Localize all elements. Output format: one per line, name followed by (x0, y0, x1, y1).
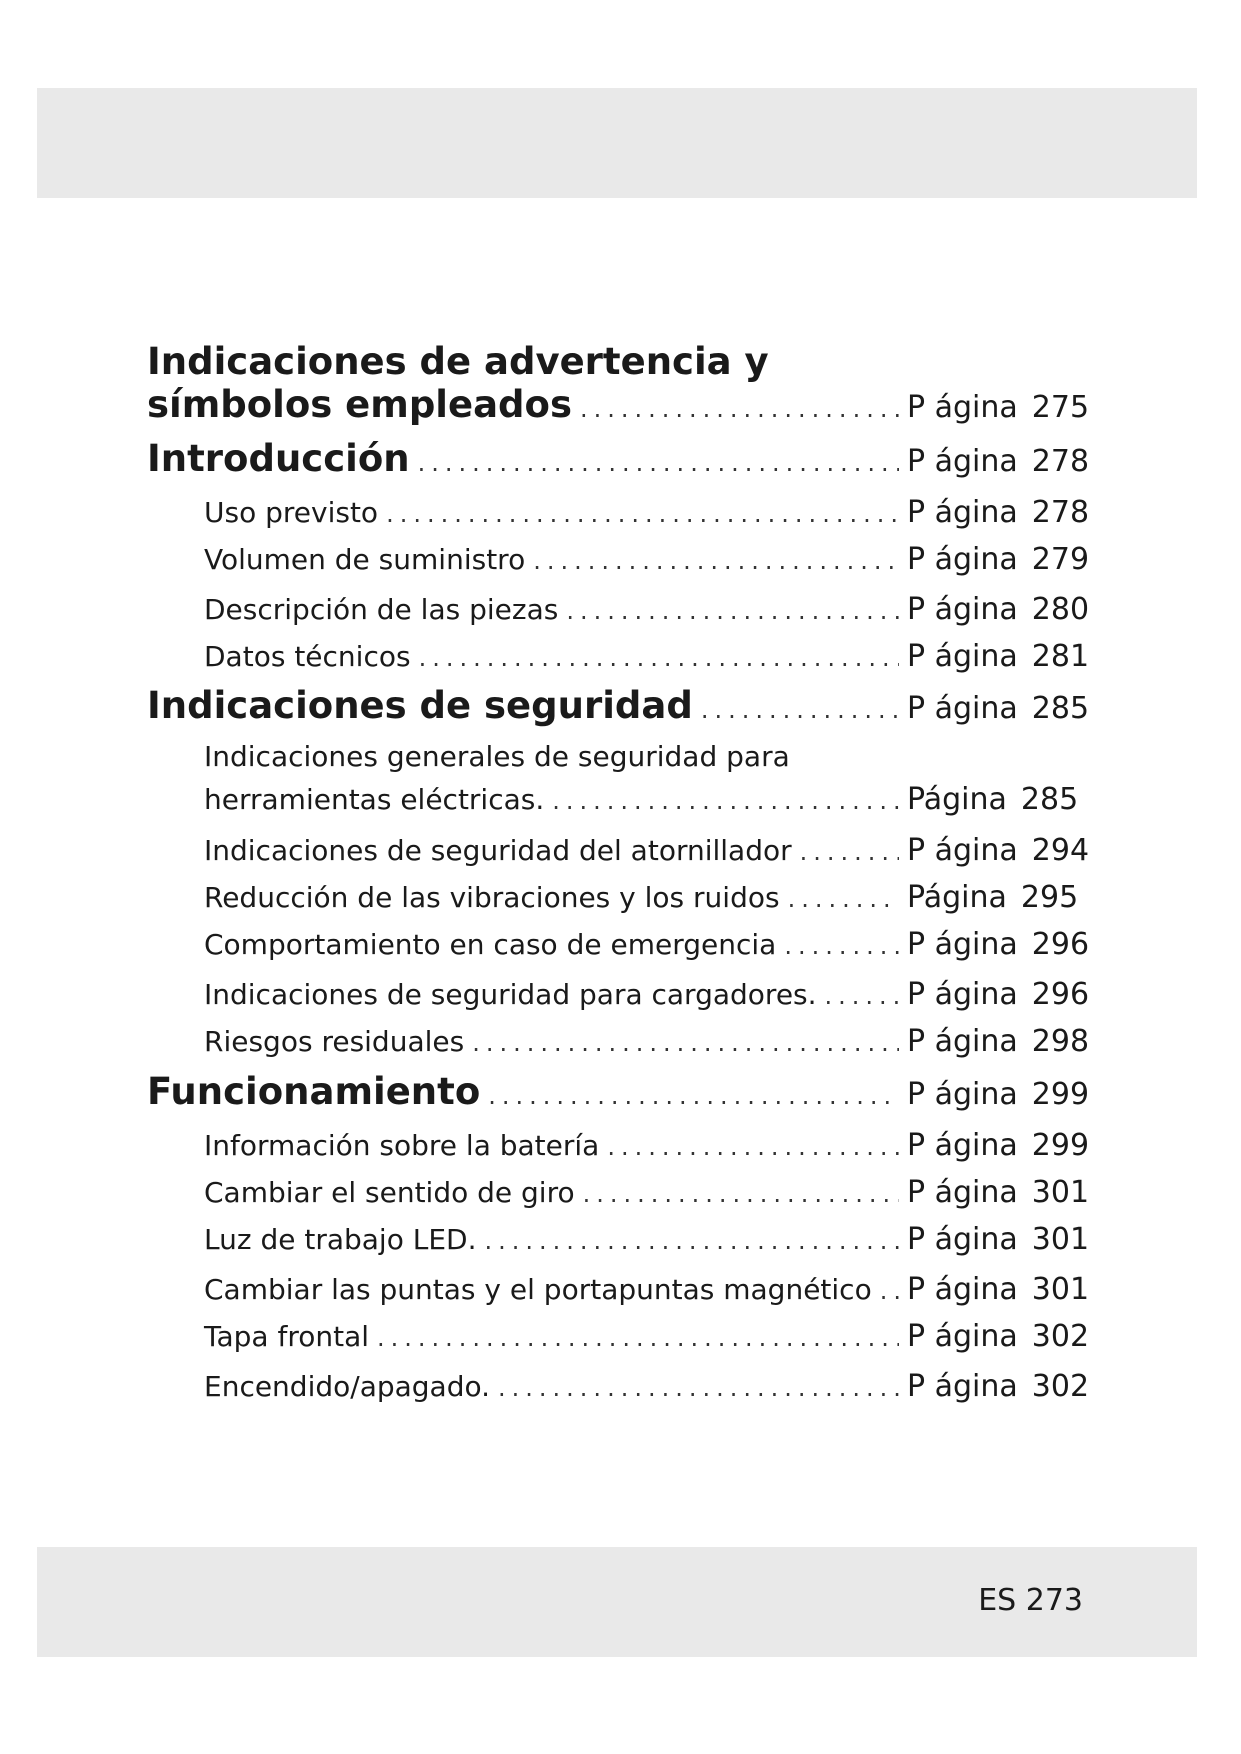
leader-dots (583, 1180, 899, 1208)
toc-page-ref: P ágina 285 (907, 691, 1090, 726)
leader-dots (788, 885, 899, 913)
toc-page-number: 296 (1031, 927, 1090, 962)
toc-page-number: 281 (1031, 639, 1090, 674)
toc-label: Tapa frontal (204, 1320, 370, 1353)
leader-dots (607, 1133, 899, 1161)
toc-entry[interactable] (147, 880, 1097, 915)
leader-dots (701, 696, 899, 724)
toc-label: herramientas eléctricas. (204, 783, 545, 816)
toc-page-ref: P ágina 301 (907, 1272, 1090, 1307)
toc-page-ref: P ágina 301 (907, 1175, 1090, 1210)
toc-entry[interactable] (147, 1319, 1097, 1354)
toc-entry[interactable] (147, 1222, 1097, 1257)
toc-entry-line1 (147, 740, 1097, 773)
leader-dots (472, 1029, 899, 1057)
toc-page-number: 280 (1031, 592, 1090, 627)
toc-page-number: 301 (1031, 1175, 1090, 1210)
toc-label: Datos técnicos (204, 640, 411, 673)
toc-label: Descripción de las piezas (204, 593, 559, 626)
toc-entry[interactable] (147, 495, 1097, 530)
leader-dots (880, 1277, 899, 1305)
leader-dots (485, 1227, 900, 1255)
toc-page-number: 285 (1020, 782, 1079, 817)
leader-dots (800, 838, 899, 866)
toc-label: Encendido/apagado. (204, 1370, 491, 1403)
toc-page-number: 302 (1031, 1369, 1090, 1404)
toc-label: Indicaciones de seguridad para cargadores. (204, 978, 817, 1011)
toc-label: Uso previsto (204, 496, 379, 529)
toc-entry[interactable] (147, 383, 1097, 426)
toc-page-number: 279 (1031, 542, 1090, 577)
toc-page-number: 285 (1031, 691, 1090, 726)
toc-entry[interactable] (147, 927, 1097, 962)
toc-label: Riesgos residuales (204, 1025, 465, 1058)
leader-dots (533, 547, 899, 575)
toc-page-ref: P ágina 278 (907, 444, 1090, 479)
toc-page-number: 298 (1031, 1024, 1090, 1059)
toc-entry[interactable] (147, 684, 1097, 727)
toc-label: Cambiar las puntas y el portapuntas magnético (204, 1273, 872, 1306)
toc-entry[interactable] (147, 542, 1097, 577)
toc-page-ref: P ágina 299 (907, 1077, 1090, 1112)
toc-label: Indicaciones de seguridad del atornillador (204, 834, 792, 867)
toc-entry[interactable] (147, 1024, 1097, 1059)
toc-entry[interactable] (147, 833, 1097, 868)
toc-page-number: 278 (1031, 444, 1090, 479)
toc-page-number: 294 (1031, 833, 1090, 868)
toc-entry[interactable] (147, 1369, 1097, 1404)
toc-page-ref: P ágina 280 (907, 592, 1090, 627)
toc-entry[interactable] (147, 1272, 1097, 1307)
toc-page-ref: Página 285 (907, 782, 1079, 817)
toc-entry[interactable] (147, 1128, 1097, 1163)
toc-entry[interactable] (147, 977, 1097, 1012)
toc-entry[interactable] (147, 639, 1097, 674)
leader-dots (386, 500, 899, 528)
toc-page-ref: P ágina 296 (907, 977, 1090, 1012)
toc-page-ref: P ágina 302 (907, 1319, 1090, 1354)
leader-dots (566, 597, 899, 625)
toc-page-ref: P ágina 299 (907, 1128, 1090, 1163)
toc-entry[interactable] (147, 1070, 1097, 1113)
toc-label: Comportamiento en caso de emergencia (204, 928, 777, 961)
toc-page-ref: Página 295 (907, 880, 1079, 915)
toc-page-number: 275 (1031, 390, 1090, 425)
toc-entry[interactable] (147, 1175, 1097, 1210)
toc-label: Indicaciones generales de seguridad para (204, 740, 790, 773)
leader-dots (580, 395, 899, 423)
toc-page-ref: P ágina 296 (907, 927, 1090, 962)
page-footer-number: ES 273 (978, 1583, 1083, 1618)
toc-page-number: 278 (1031, 495, 1090, 530)
toc-page-number: 295 (1020, 880, 1079, 915)
toc-label: Indicaciones de seguridad (147, 684, 693, 727)
toc-page-ref: P ágina 279 (907, 542, 1090, 577)
toc-page-number: 299 (1031, 1077, 1090, 1112)
toc-label: Volumen de suministro (204, 543, 526, 576)
toc-entry[interactable] (147, 437, 1097, 480)
toc-page-ref: P ágina 281 (907, 639, 1090, 674)
toc-page-number: 299 (1031, 1128, 1090, 1163)
toc-page-number: 301 (1031, 1222, 1090, 1257)
toc-entry[interactable] (147, 592, 1097, 627)
toc-label: Luz de trabajo LED. (204, 1223, 477, 1256)
toc-page-number: 302 (1031, 1319, 1090, 1354)
header-band (37, 88, 1197, 198)
leader-dots (498, 1374, 899, 1402)
toc-label: Funcionamiento (147, 1070, 481, 1113)
toc-page-number: 301 (1031, 1272, 1090, 1307)
toc-page-number: 296 (1031, 977, 1090, 1012)
leader-dots (418, 449, 899, 477)
toc-page-ref: P ágina 294 (907, 833, 1090, 868)
toc-entry[interactable] (147, 782, 1097, 817)
leader-dots (419, 644, 899, 672)
toc-label: Información sobre la batería (204, 1129, 600, 1162)
toc-page-ref: P ágina 278 (907, 495, 1090, 530)
leader-dots (825, 982, 899, 1010)
toc-page-ref: P ágina 302 (907, 1369, 1090, 1404)
toc-label: Reducción de las vibraciones y los ruidos (204, 881, 780, 914)
toc-page-ref: P ágina 275 (907, 390, 1090, 425)
toc-page-ref: P ágina 301 (907, 1222, 1090, 1257)
leader-dots (488, 1082, 899, 1110)
toc-label: Indicaciones de advertencia y (147, 340, 769, 383)
leader-dots (784, 932, 899, 960)
leader-dots (552, 787, 899, 815)
toc-label: símbolos empleados (147, 383, 572, 426)
toc-page-ref: P ágina 298 (907, 1024, 1090, 1059)
leader-dots (377, 1324, 899, 1352)
toc-heading-line1 (147, 340, 1097, 383)
toc-label: Cambiar el sentido de giro (204, 1176, 575, 1209)
toc-label: Introducción (147, 437, 410, 480)
